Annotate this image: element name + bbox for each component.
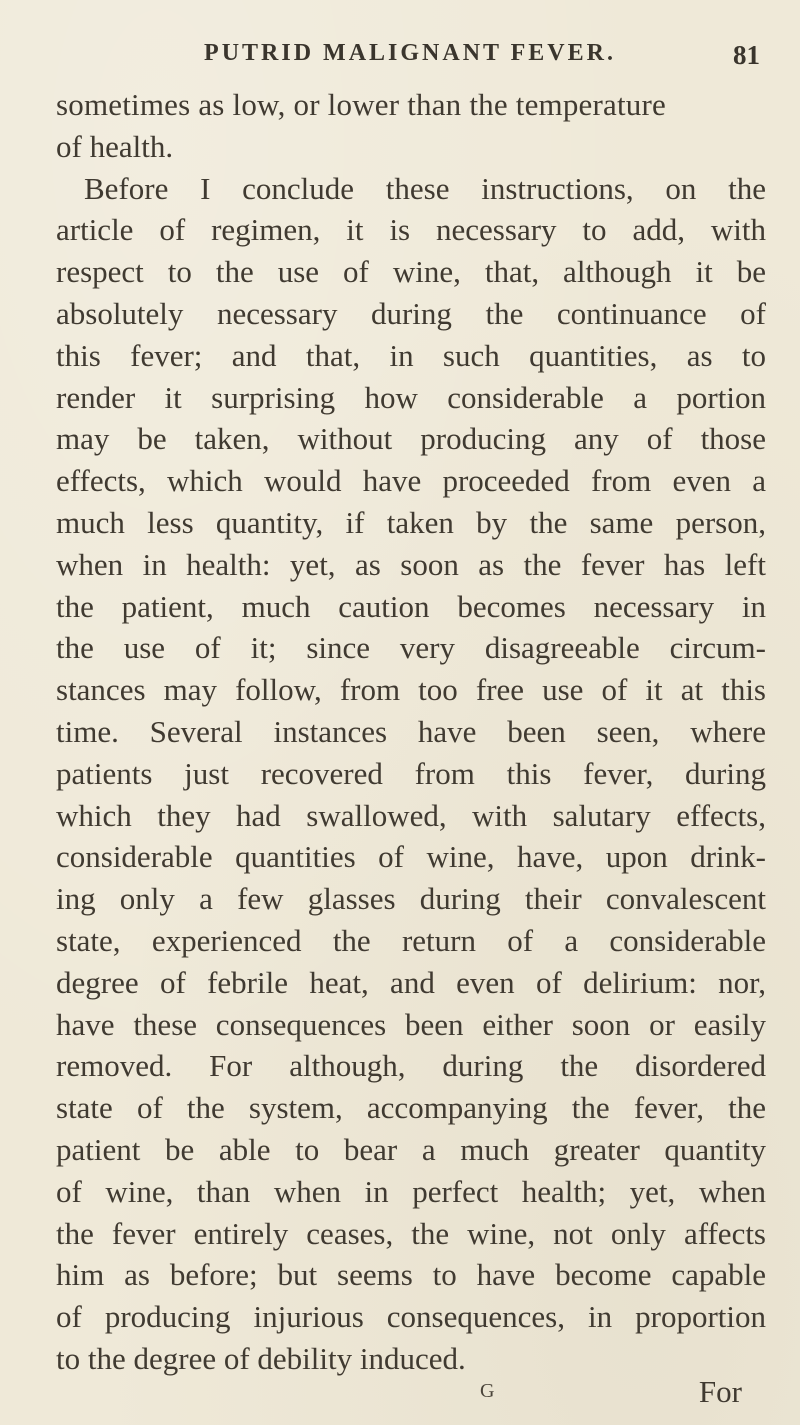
text-line-21: state, experienced the return of a considerable — [56, 922, 766, 958]
text-line-12: when in health: yet, as soon as the fever has left — [56, 546, 766, 582]
text-line-25: state of the system, accompanying the fever, the — [56, 1090, 766, 1126]
text-line-18: which they had swallowed, with salutary effects, — [56, 797, 766, 833]
text-line-13: the patient, much caution becomes necessary in — [56, 588, 766, 624]
text-line-26: patient be able to bear a much greater quantity — [56, 1131, 766, 1167]
text-line-14: the use of it; since very disagreeable circum- — [56, 630, 766, 666]
text-line-15: stances may follow, from too free use of it at this — [56, 672, 766, 708]
text-line-19: considerable quantities of wine, have, upon drink- — [56, 839, 766, 875]
page-footer — [0, 1374, 800, 1418]
text-line-7: this fever; and that, in such quantities, as to — [56, 337, 766, 373]
running-title: PUTRID MALIGNANT FEVER. — [204, 40, 616, 66]
text-line-29: him as before; but seems to have become capable — [56, 1257, 766, 1293]
text-line-6: absolutely necessary during the continuance of — [56, 295, 766, 331]
text-line-1: sometimes as low, or lower than the temperature — [56, 87, 666, 122]
body-text — [56, 84, 766, 1380]
text-line-9: may be taken, without producing any of those — [56, 421, 766, 457]
text-line-11: much less quantity, if taken by the same person, — [56, 504, 766, 540]
text-line-31: to the degree of debility induced. — [56, 1340, 466, 1376]
text-line-17: patients just recovered from this fever, during — [56, 755, 766, 791]
text-line-3: Before I conclude these instructions, on the — [84, 170, 766, 206]
running-head — [0, 40, 800, 80]
text-line-30: of producing injurious consequences, in proportion — [56, 1299, 766, 1335]
text-line-4: article of regimen, it is necessary to add, with — [56, 212, 766, 248]
text-line-5: respect to the use of wine, that, although it be — [56, 254, 766, 290]
text-line-16: time. Several instances have been seen, where — [56, 713, 766, 749]
catchword: For — [698, 1374, 742, 1409]
text-line-22: degree of febrile heat, and even of delirium: nor, — [56, 964, 766, 1000]
text-line-23: have these consequences been either soon or easily — [56, 1006, 766, 1042]
text-line-20: ing only a few glasses during their convalescent — [56, 881, 766, 917]
signature-mark: G — [480, 1380, 495, 1402]
text-line-10: effects, which would have proceeded from even a — [56, 463, 766, 499]
text-line-27: of wine, than when in perfect health; yet, when — [56, 1173, 766, 1209]
text-line-28: the fever entirely ceases, the wine, not only affects — [56, 1215, 766, 1251]
page-number: 81 — [733, 40, 760, 70]
text-line-2: of health. — [56, 128, 174, 164]
text-line-8: render it surprising how considerable a portion — [56, 379, 766, 415]
text-line-24: removed. For although, during the disordered — [56, 1048, 766, 1084]
